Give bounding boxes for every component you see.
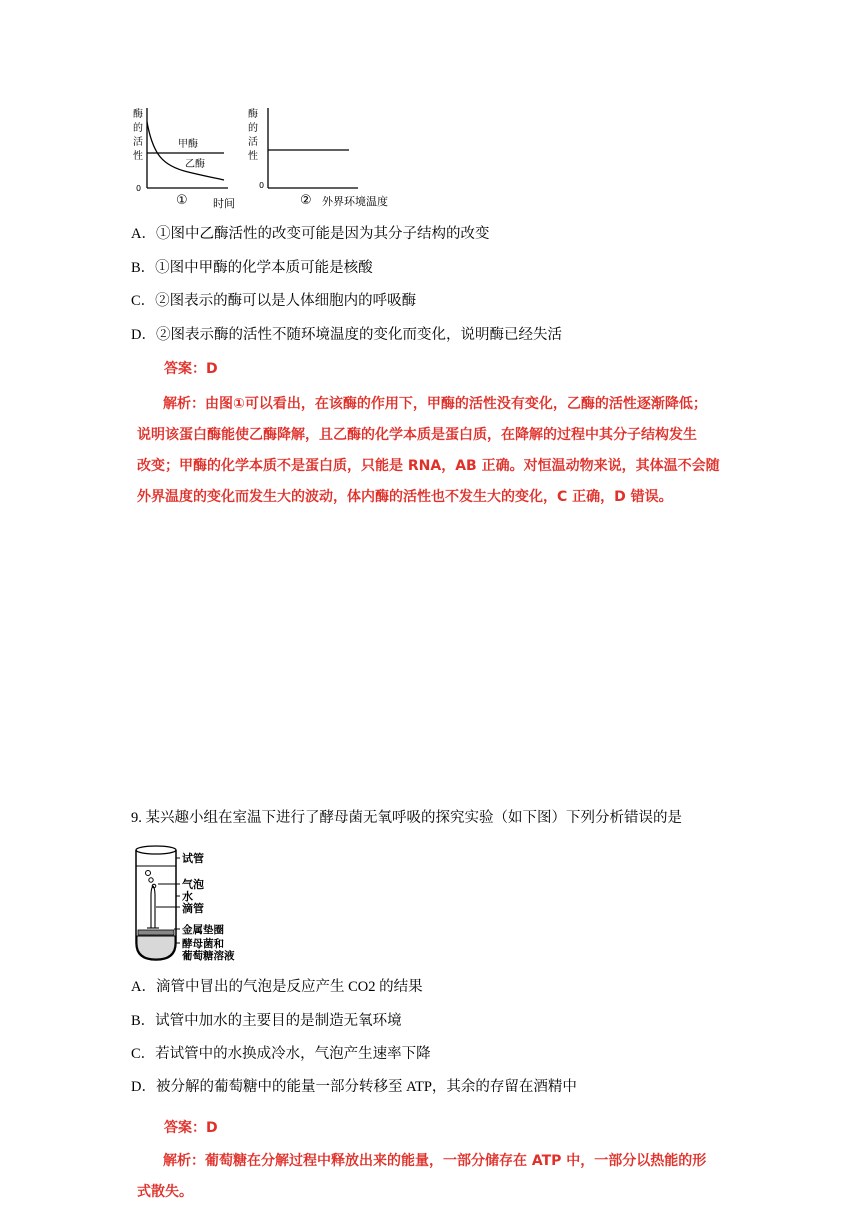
q8-explanation-line: 解析：由图①可以看出，在该酶的作用下，甲酶的活性没有变化，乙酶的活性逐渐降低； [163,396,707,412]
label-water: 水 [182,890,193,903]
q9-option-b: B．试管中加水的主要目的是制造无氧环境 [131,1013,402,1029]
q9-explanation-line: 解析：葡萄糖在分解过程中释放出来的能量，一部分储存在 ATP 中，一部分以热能的形 [163,1153,707,1169]
label-test-tube: 试管 [182,852,204,865]
q8-explanation [137,389,747,513]
chart1-origin: 0 [136,184,142,193]
enzyme-activity-figure [128,100,418,215]
label-yeast: 酵母菌和 [182,938,224,950]
q9-option-d: D．被分解的葡萄糖中的能量一部分转移至 ATP，其余的存留在酒精中 [131,1079,577,1095]
label-bubble: 气泡 [182,878,204,891]
chart2-marker: ② [300,193,312,208]
label-glucose: 葡萄糖溶液 [182,950,235,962]
chart2-ylabel-char: 的 [248,123,258,134]
chart2-ylabel-char: 酶 [248,109,258,120]
q9-option-a: A．滴管中冒出的气泡是反应产生 CO2 的结果 [131,979,423,995]
chart-1 [133,107,235,210]
chart1-ylabel-char: 性 [133,151,143,162]
q9-option-c: C．若试管中的水换成冷水，气泡产生速率下降 [131,1046,431,1062]
chart2-ylabel-char: 性 [248,151,258,162]
chart2-origin: 0 [259,181,265,190]
q9-explanation-line: 式散失。 [137,1184,193,1200]
chart1-ylabel-char: 活 [133,137,143,148]
chart1-ylabel-char: 的 [133,123,143,134]
q8-option-d: D．②图表示酶的活性不随环境温度的变化而变化，说明酶已经失活 [131,327,562,343]
q8-option-b: B．①图中甲酶的化学本质可能是核酸 [131,260,373,276]
label-dropper: 滴管 [182,902,204,915]
q8-explanation-line: 说明该蛋白酶能使乙酶降解，且乙酶的化学本质是蛋白质，在降解的过程中其分子结构发生 [137,427,697,443]
test-tube-rim [136,846,176,854]
chart2-ylabel-char: 活 [248,137,258,148]
q8-option-a: A．①图中乙酶活性的改变可能是因为其分子结构的改变 [131,226,490,242]
yeast-solution [137,936,175,959]
chart1-marker: ① [176,193,188,208]
q9-answer: 答案：D [164,1120,218,1136]
dropper [151,886,155,928]
metal-washer [138,930,174,935]
chart-2 [248,107,388,208]
q8-answer: 答案：D [164,361,218,377]
chart1-ylabel-char: 酶 [133,109,143,120]
label-metal-washer: 金属垫圈 [182,924,224,936]
q8-explanation-line: 改变；甲酶的化学本质不是蛋白质，只能是 RNA，AB 正确。对恒温动物来说，其体温不会随 [137,458,720,474]
q9-explanation [137,1146,747,1208]
chart1-series-yi: 乙酶 [185,159,205,170]
chart1-series-jia: 甲酶 [178,139,198,150]
q8-option-c: C．②图表示的酶可以是人体细胞内的呼吸酶 [131,293,417,309]
q8-explanation-line: 外界温度的变化而发生大的波动，体内酶的活性也不发生大的变化，C 正确，D 错误。 [137,489,673,505]
test-tube-figure [128,840,248,966]
chart1-yi-curve [147,122,224,180]
bubble [146,871,151,876]
chart2-xlabel: 外界环境温度 [322,195,388,208]
q9-stem: 9. 某兴趣小组在室温下进行了酵母菌无氧呼吸的探究实验（如下图）下列分析错误的是 [131,810,682,826]
chart1-xlabel: 时间 [213,197,235,210]
bubble [149,878,153,882]
